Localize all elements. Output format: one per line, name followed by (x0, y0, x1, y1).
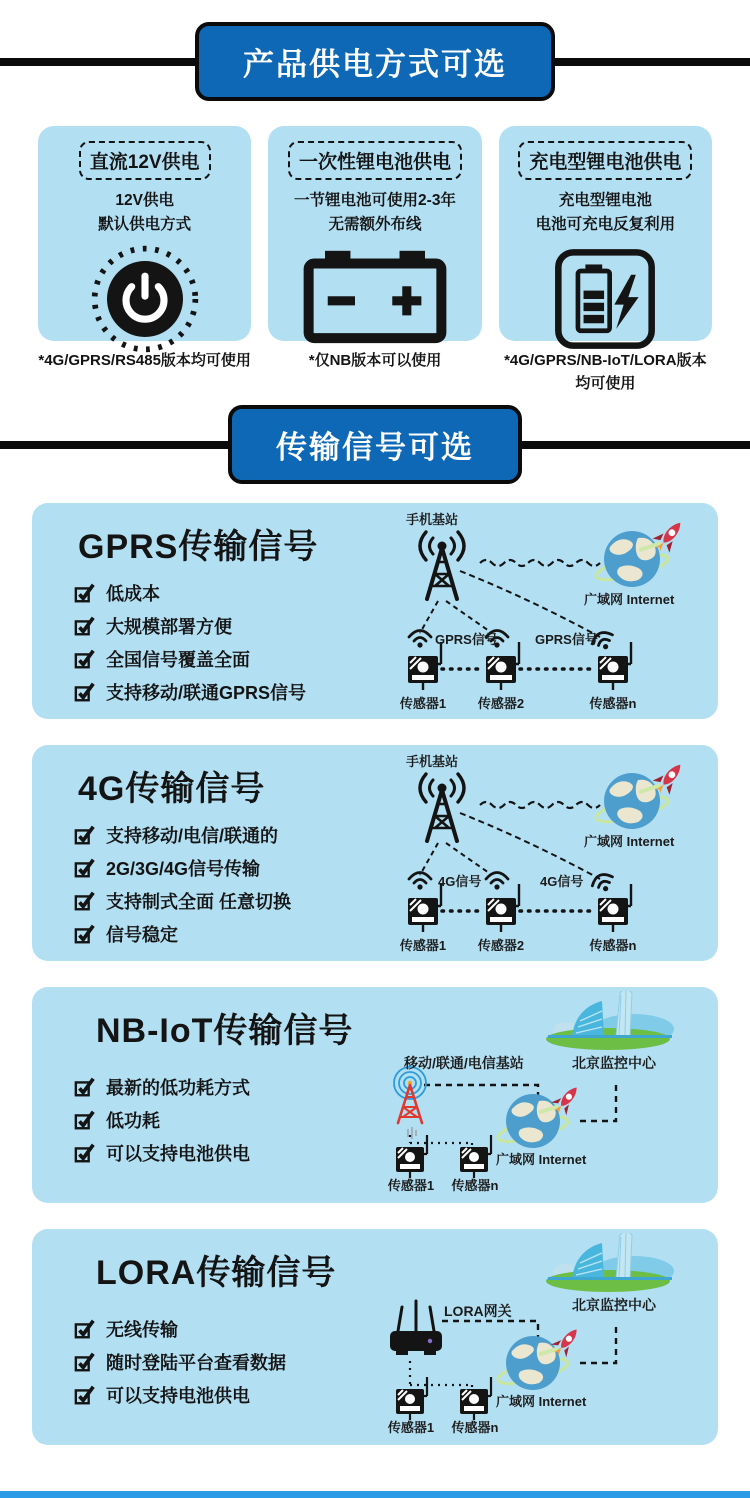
sensor-device-icon (486, 884, 519, 932)
feature-text: 大规模部署方便 (106, 617, 232, 637)
signal-banner (0, 405, 750, 483)
feature-item (74, 855, 291, 881)
sensor-device-icon (460, 1135, 491, 1178)
internet-label: 广域网 Internet (496, 1152, 587, 1167)
checkbox-check-icon (74, 923, 96, 945)
sensor-label: 传感器2 (477, 938, 525, 953)
feature-text: 支持制式全面 任意切换 (106, 892, 291, 912)
fourg-section (32, 745, 718, 961)
gprs-section (32, 503, 718, 719)
power-card-line2: 无需额外布线 (328, 216, 422, 234)
lora-gateway-icon (390, 1301, 442, 1355)
feature-text: 支持移动/联通GPRS信号 (106, 683, 307, 703)
feature-text: 支持移动/电信/联通的 (106, 826, 279, 846)
checkbox-check-icon (74, 1384, 96, 1406)
power-cards-row (38, 126, 712, 395)
internet-label: 广域网 Internet (496, 1394, 587, 1409)
battery-icon (268, 243, 481, 355)
checkbox-check-icon (74, 1142, 96, 1164)
feature-list (74, 580, 318, 705)
power-card-description (38, 189, 251, 237)
power-card-primary-battery-body (268, 126, 481, 341)
internet-label: 广域网 Internet (584, 834, 675, 849)
sensor-device-icon (598, 884, 631, 932)
fourg-network-diagram (380, 749, 726, 957)
cell-tower-icon (420, 532, 464, 599)
checkbox-check-icon (74, 1076, 96, 1098)
sensor-device-icon (408, 642, 441, 690)
signal-banner-title: 传输信号可选 (228, 405, 522, 484)
sensor-device-icon (460, 1377, 491, 1420)
checkbox-check-icon (74, 615, 96, 637)
sensor-label: 传感器n (451, 1178, 499, 1193)
feature-text: 2G/3G/4G信号传输 (106, 859, 261, 879)
sensor-label: 传感器1 (387, 1420, 435, 1435)
feature-text: 低功耗 (106, 1111, 160, 1131)
sensor-label: 传感器n (589, 938, 637, 953)
power-card-line2: 默认供电方式 (98, 216, 192, 234)
feature-text: 低成本 (106, 584, 160, 604)
wifi-icon (409, 631, 431, 648)
center-label: 北京监控中心 (572, 1055, 656, 1071)
power-banner-title: 产品供电方式可选 (195, 22, 555, 101)
feature-item (74, 1382, 336, 1408)
signal-label: 4G信号 (540, 874, 584, 889)
feature-item (74, 1107, 353, 1133)
feature-item (74, 646, 318, 672)
power-card-note: *仅NB版本可以使用 (308, 352, 442, 369)
sensor-label: 传感器1 (399, 938, 447, 953)
power-card-dc12v (38, 126, 251, 395)
wifi-icon (409, 873, 431, 890)
sensor-label: 传感器2 (477, 696, 525, 711)
power-card-line1: 12V供电 (115, 192, 174, 209)
sensor-label: 传感器n (589, 696, 637, 711)
wifi-icon (590, 871, 617, 896)
power-card-title: 一次性锂电池供电 (288, 141, 462, 180)
nbiot-section (32, 987, 718, 1203)
power-card-rechargeable-battery-body (499, 126, 712, 341)
power-card-note: *4G/GPRS/RS485版本均可使用 (38, 352, 251, 369)
gprs-network-diagram (380, 507, 726, 715)
power-card-line1: 一节锂电池可使用2-3年 (294, 192, 456, 209)
internet-label: 广域网 Internet (584, 592, 675, 607)
sensor-label: 传感器1 (399, 696, 447, 711)
sensor-device-icon (598, 642, 631, 690)
feature-text: 可以支持电池供电 (106, 1144, 250, 1164)
nbiot-left-column (74, 1003, 353, 1173)
station-label: 手机基站 (406, 512, 459, 527)
cell-tower-icon (420, 774, 464, 841)
signal-label: 4G信号 (438, 874, 482, 889)
wifi-icon (486, 873, 508, 890)
globe-internet-icon (594, 756, 689, 829)
feature-item (74, 1316, 336, 1342)
feature-text: 最新的低功耗方式 (106, 1078, 250, 1098)
feature-item (74, 921, 291, 947)
power-card-title: 充电型锂电池供电 (518, 141, 692, 180)
feature-list (74, 822, 291, 947)
checkbox-check-icon (74, 648, 96, 670)
feature-text: 随时登陆平台查看数据 (106, 1353, 286, 1373)
checkbox-check-icon (74, 1318, 96, 1340)
power-card-primary-battery (268, 126, 481, 395)
lora-left-column (74, 1245, 336, 1415)
checkbox-check-icon (74, 1351, 96, 1373)
feature-item (74, 679, 318, 705)
globe-internet-icon (496, 1080, 584, 1148)
power-card-rechargeable-battery (499, 126, 712, 395)
nb-basestation-icon (394, 1067, 426, 1139)
feature-list (74, 1316, 336, 1408)
feature-text: 信号稳定 (106, 925, 178, 945)
feature-item (74, 1349, 336, 1375)
power-card-line2: 电池可充电反复利用 (535, 216, 676, 234)
power-button-icon (38, 243, 251, 355)
signal-label: GPRS信号 (435, 632, 498, 647)
section-title: 4G传输信号 (78, 770, 266, 808)
city-buildings-icon (546, 991, 674, 1050)
rechargeable-battery-icon (499, 243, 712, 355)
power-card-note: *4G/GPRS/NB-IoT/LORA版本均可使用 (504, 352, 707, 392)
feature-text: 无线传输 (106, 1320, 178, 1340)
checkbox-check-icon (74, 857, 96, 879)
gateway-label: LORA网关 (444, 1303, 512, 1319)
globe-internet-icon (496, 1322, 584, 1390)
power-card-line1: 充电型锂电池 (558, 192, 652, 209)
feature-text: 可以支持电池供电 (106, 1386, 250, 1406)
checkbox-check-icon (74, 681, 96, 703)
city-buildings-icon (546, 1233, 674, 1292)
nbiot-network-diagram (380, 991, 726, 1199)
sensor-device-icon (396, 1135, 427, 1178)
feature-item (74, 613, 318, 639)
globe-internet-icon (594, 514, 689, 587)
power-card-title: 直流12V供电 (79, 141, 211, 180)
station-label: 手机基站 (406, 754, 459, 769)
checkbox-check-icon (74, 890, 96, 912)
lora-section (32, 1229, 718, 1445)
feature-item (74, 822, 291, 848)
sensor-device-icon (408, 884, 441, 932)
power-banner (0, 22, 750, 100)
checkbox-check-icon (74, 824, 96, 846)
bottom-accent-bar (0, 1491, 750, 1498)
lora-network-diagram (380, 1233, 726, 1441)
feature-item (74, 888, 291, 914)
power-card-description (268, 189, 481, 237)
sensor-device-icon (396, 1377, 427, 1420)
feature-item (74, 580, 318, 606)
feature-list (74, 1074, 353, 1166)
power-card-dc12v-body (38, 126, 251, 341)
center-label: 北京监控中心 (572, 1297, 656, 1313)
feature-item (74, 1074, 353, 1100)
sensor-label: 传感器1 (387, 1178, 435, 1193)
section-title: LORA传输信号 (96, 1254, 337, 1292)
checkbox-check-icon (74, 582, 96, 604)
sensor-label: 传感器n (451, 1420, 499, 1435)
checkbox-check-icon (74, 1109, 96, 1131)
section-title: GPRS传输信号 (78, 528, 319, 566)
feature-text: 全国信号覆盖全面 (106, 650, 250, 670)
fourg-left-column (74, 761, 291, 954)
power-card-description (499, 189, 712, 237)
gprs-left-column (74, 519, 318, 712)
station-label: 移动/联通/电信基站 (404, 1055, 524, 1071)
section-title: NB-IoT传输信号 (96, 1012, 354, 1050)
feature-item (74, 1140, 353, 1166)
sensor-device-icon (486, 642, 519, 690)
signal-label: GPRS信号 (535, 632, 598, 647)
